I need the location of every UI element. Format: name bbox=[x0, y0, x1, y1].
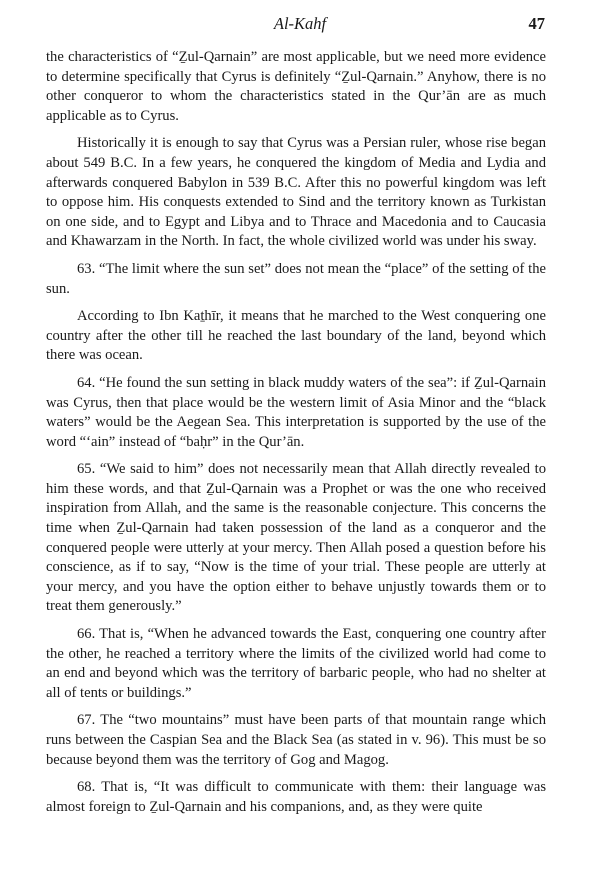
note-66: 66. That is, “When he advanced towards the East, conquering one country after the other, he reached a territory where the limits of the civilized world had come to an end and beyond which was the territory of barbaric people, who had no shelter at all of tents or buildings.” bbox=[46, 626, 546, 701]
paragraph-continued: the characteristics of “Ẕul-Qarnain” are most applicable, but we need more evidence to determine specifically that Cyrus is definitely “Ẕul-Qarnain.” Anyhow, there is no other conqueror to whom the characteristics stated in the Qur’ān are as much applicable as to Cyrus. bbox=[46, 49, 546, 124]
chapter-title: Al-Kahf bbox=[273, 14, 327, 33]
note-65: 65. “We said to him” does not necessarily mean that Allah directly revealed to him these words, and that Ẕul-Qarnain was a Prophet or was the one who received inspiration from Allah, and the same is the reasonable conjecture. This concerns the time when Ẕul-Qarnain had taken possession of the land as a conqueror and the conquered people were utterly at your mercy. Then Allah posed a question before his conscience, as if to say, “Now is the time of your trial. These people are utterly at your mercy, and you have the option either to behave unjustly towards them or to treat them generously.” bbox=[46, 461, 546, 615]
note-64: 64. “He found the sun setting in black muddy waters of the sea”: if Ẕul-Qarnain was Cyrus, then that place would be the western limit of Asia Minor and the “black waters” would be the Aegean Sea. This interpretation is supported by the use of the word “‘ain” instead of “baḥr” in the Qur’ān. bbox=[46, 374, 546, 450]
page-number: 47 bbox=[528, 14, 545, 33]
running-header bbox=[0, 14, 600, 38]
note-68: 68. That is, “It was difficult to communicate with them: their language was almost foreign to Ẕul-Qarnain and his companions, and, as they were quite bbox=[46, 779, 546, 815]
paragraph-historically: Historically it is enough to say that Cyrus was a Persian ruler, whose rise began about 549 B.C. In a few years, he conquered the kingdom of Media and Lydia and afterwards conquered Babylon in 539 B.C. After this no powerful kingdom was left to oppose him. His conquests extended to Sind and the territory known as Turkistan on one side, and to Egypt and Libya and to Thrace and Macedonia and to Caucasia and Khawarzam in the North. In fact, the whole civilized world was under his sway. bbox=[46, 135, 546, 250]
paragraph-ibn-kathir: According to Ibn Kaṯhīr, it means that he marched to the West conquering one country after the other till he reached the last boundary of the land, beyond which there was ocean. bbox=[46, 308, 546, 364]
note-63: 63. “The limit where the sun set” does not mean the “place” of the setting of the sun. bbox=[46, 260, 546, 297]
page-body bbox=[46, 48, 546, 817]
note-67: 67. The “two mountains” must have been parts of that mountain range which runs between the Caspian Sea and the Black Sea (as stated in v. 96). This must be so because beyond them was the territory of Gog and Magog. bbox=[46, 712, 546, 768]
